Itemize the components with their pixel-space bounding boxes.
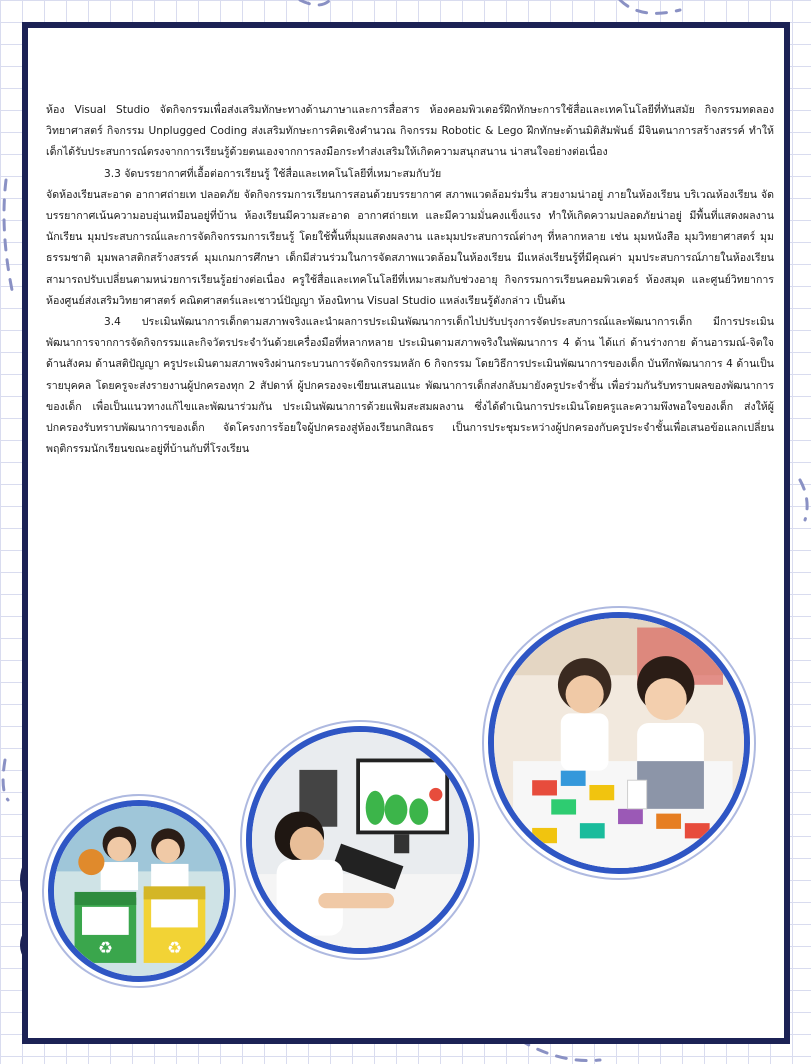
photo-lego-activity — [488, 612, 750, 874]
computer-activity-image — [252, 732, 468, 948]
paragraph-heading-3-4: 3.4 ประเมินพัฒนาการเด็กตามสภาพจริงและนำผลการประเมินพัฒนาการเด็กไปปรับปรุงการจัดประสบการณ์และพัฒนาการเด็ก มีการประเมินพัฒนาการจากการจัดกิจกรรมและกิจวัตรประจำวันด้วยเครื่องมือที่หลากหลาย ประเมินตามสภาพจริงในพัฒนาการ 4 ด้าน ได้แก่ ด้านร่างกาย ด้านอารมณ์-จิตใจ ด้านสังคม ด้านสติปัญญา ครูประเมินตามสภาพจริงผ่านกระบวนการจัดกิจกรรมหลัก 6 กิจกรรม โดยวิธีการประเมินพัฒนาการของเด็ก บันทึกพัฒนาการ 4 ด้านเป็นรายบุคคล โดยครูจะส่งรายงานผู้ปกครองทุก 2 สัปดาห์ ผู้ปกครองจะเขียนเสนอแนะ พัฒนาการเด็กส่งกลับมายังครูประจำชั้น เพื่อร่วมกันรับทราบผลของพัฒนาการของเด็ก เพื่อเป็นแนวทางแก้ไขและพัฒนาร่วมกัน ประเมินพัฒนาการด้วยแฟ้มสะสมผลงาน ซึ่งได้ดำเนินการประเมินโดยครูและความพึงพอใจของเด็ก ส่งให้ผู้ปกครองรับทราบพัฒนาการของเด็ก จัดโครงการร้อยใจผู้ปกครองสู่ห้องเรียนกสิณธร เป็นการประชุมระหว่างผู้ปกครองกับครูประจำชั้นเพื่อเสนอข้อแลกเปลี่ยนพฤติกรรมนักเรียนขณะอยู่ที่บ้านกับที่โรงเรียน — [46, 316, 774, 456]
paragraph-2: จัดห้องเรียนสะอาด อากาศถ่ายเท ปลอดภัย จัดกิจกรรมการเรียนการสอนด้วยบรรยากาศ สภาพแวดล้อมร่มรื่น สวยงามน่าอยู่ ภายในห้องเรียน บริเวณห้องเรียน จัดบรรยากาศเน้นความอบอุ่นเหมือนอยู่ที่บ้าน ห้องเรียนมีความสะอาด อากาศถ่ายเท และมีความมั่นคงแข็งแรง ทำให้เกิดความปลอดภัยน่าอยู่ มีพื้นที่แสดงผลงานนักเรียน มุมประสบการณ์และการจัดกิจกรรมการเรียนรู้ โดยใช้พื้นที่มุมแสดงผลงาน และมุมประสบการณ์ต่างๆ ที่หลากหลาย เช่น มุมหนังสือ มุมวิทยาศาสตร์ มุมธรรมชาติ มุมพลาสติกสร้างสรรค์ มุมเกมการศึกษา เด็กมีส่วนร่วมในการจัดสภาพแวดล้อมในห้องเรียน มีแหล่งเรียนรู้ที่มีคุณค่า มุมประสบการณ์ภายในห้องเรียนสามารถปรับเปลี่ยนตามหน่วยการเรียนรู้อย่างต่อเนื่อง ครูใช้สื่อและเทคโนโลยีที่เหมาะสมกับช่วงอายุ กิจกรรมการเรียนคอมพิวเตอร์ ห้องสมุด และศูนย์วิทยาการ ห้องศูนย์ส่งเสริมวิทยาศาสตร์ คณิตศาสตร์และเชาวน์ปัญญา ห้องนิทาน Visual Studio แหล่งเรียนรู้ดังกล่าว เป็นต้น — [46, 188, 774, 307]
recycling-bins-activity-image — [54, 806, 224, 976]
paragraph-heading-3-3: 3.3 จัดบรรยากาศที่เอื้อต่อการเรียนรู้ ใช้สื่อและเทคโนโลยีที่เหมาะสมกับวัย — [104, 167, 442, 180]
svg-text:♻: ♻ — [97, 937, 113, 958]
paragraph-1: ห้อง Visual Studio จัดกิจกรรมเพื่อส่งเสริมทักษะทางด้านภาษาและการสื่อสาร ห้องคอมพิวเตอร์ฝึกทักษะการใช้สื่อและเทคโนโลยีที่ทันสมัย กิจกรรมทดลองวิทยาศาสตร์ กิจกรรม Unplugged Coding ส่งเสริมทักษะการคิดเชิงคำนวณ กิจกรรม Robotic & Lego ฝึกทักษะด้านมิติสัมพันธ์ มีจินตนาการสร้างสรรค์ ทำให้เด็กได้รับประสบการณ์ตรงจากการเรียนรู้ด้วยตนเองจากการลงมือกระทำส่งเสริมให้เกิดความสนุกสนาน น่าสนใจอย่างต่อเนื่อง — [46, 104, 774, 159]
body-text — [46, 100, 774, 460]
photo-computer-activity — [246, 726, 474, 954]
lego-activity-image — [494, 618, 744, 868]
photo-recycling-bins-activity — [48, 800, 230, 982]
svg-text:♻: ♻ — [166, 937, 183, 958]
